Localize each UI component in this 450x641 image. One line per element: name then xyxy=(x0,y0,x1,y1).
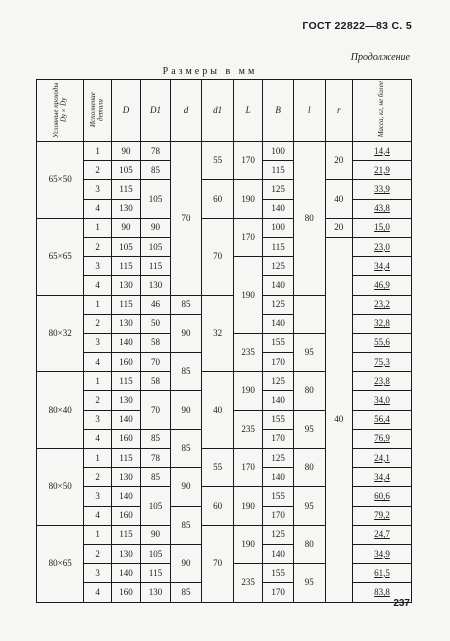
cell-L: 190 xyxy=(233,525,262,563)
cell-B: 170 xyxy=(263,429,294,448)
cell-l: 95 xyxy=(293,487,325,525)
cell-L: 170 xyxy=(233,449,262,487)
cell-D: 140 xyxy=(111,410,140,429)
cell-mass: 15,0 xyxy=(352,218,411,237)
cell-D1: 90 xyxy=(141,525,170,544)
cell-D1: 58 xyxy=(141,333,170,352)
cell-d1: 60 xyxy=(202,487,234,525)
col-L: L xyxy=(233,80,262,142)
cell-D: 90 xyxy=(111,218,140,237)
cell-D1: 90 xyxy=(141,218,170,237)
cell-L: 170 xyxy=(233,218,262,256)
cell-l: 80 xyxy=(293,142,325,296)
cell-D: 130 xyxy=(111,199,140,218)
cell-B: 155 xyxy=(263,564,294,583)
cell-D: 115 xyxy=(111,525,140,544)
cell-mass: 34,4 xyxy=(352,257,411,276)
cell-r: 40 xyxy=(325,237,352,602)
cell-exec: 3 xyxy=(84,333,111,352)
cell-r: 40 xyxy=(325,180,352,218)
cell-exec: 2 xyxy=(84,468,111,487)
group-label: 80×32 xyxy=(37,295,84,372)
cell-exec: 1 xyxy=(84,525,111,544)
col-d1: d1 xyxy=(202,80,234,142)
cell-exec: 4 xyxy=(84,506,111,525)
cell-D: 160 xyxy=(111,353,140,372)
col-D: D xyxy=(111,80,140,142)
cell-D1: 78 xyxy=(141,449,170,468)
cell-D1: 46 xyxy=(141,295,170,314)
cell-D: 130 xyxy=(111,544,140,563)
group-label: 80×40 xyxy=(37,372,84,449)
cell-exec: 1 xyxy=(84,449,111,468)
table-row xyxy=(37,180,412,199)
cell-D: 115 xyxy=(111,180,140,199)
group-label: 80×50 xyxy=(37,449,84,526)
cell-mass: 32,8 xyxy=(352,314,411,333)
cell-B: 140 xyxy=(263,314,294,333)
table-row xyxy=(37,295,412,314)
col-B: B xyxy=(263,80,294,142)
cell-D: 160 xyxy=(111,506,140,525)
cell-B: 125 xyxy=(263,180,294,199)
cell-D1: 50 xyxy=(141,314,170,333)
cell-L: 190 xyxy=(233,257,262,334)
cell-l: 95 xyxy=(293,410,325,448)
cell-D1: 58 xyxy=(141,372,170,391)
cell-r: 20 xyxy=(325,218,352,237)
cell-L: 190 xyxy=(233,180,262,218)
cell-B: 125 xyxy=(263,372,294,391)
cell-mass: 23,8 xyxy=(352,372,411,391)
cell-L: 235 xyxy=(233,333,262,371)
cell-exec: 2 xyxy=(84,391,111,410)
dimensions-table xyxy=(36,79,412,603)
cell-exec: 4 xyxy=(84,199,111,218)
cell-exec: 4 xyxy=(84,353,111,372)
table-row xyxy=(37,142,412,161)
cell-exec: 2 xyxy=(84,161,111,180)
cell-mass: 61,5 xyxy=(352,564,411,583)
cell-mass: 33,9 xyxy=(352,180,411,199)
cell-D: 115 xyxy=(111,295,140,314)
cell-mass: 55,6 xyxy=(352,333,411,352)
cell-exec: 2 xyxy=(84,544,111,563)
cell-D: 130 xyxy=(111,314,140,333)
group-label: 65×50 xyxy=(37,142,84,219)
cell-mass: 24,1 xyxy=(352,449,411,468)
cell-D: 130 xyxy=(111,391,140,410)
cell-B: 115 xyxy=(263,237,294,256)
table-header-row xyxy=(37,80,412,142)
cell-d: 90 xyxy=(170,468,202,506)
cell-mass: 23,0 xyxy=(352,237,411,256)
cell-d1: 55 xyxy=(202,142,234,180)
cell-mass: 46,9 xyxy=(352,276,411,295)
cell-mass: 56,4 xyxy=(352,410,411,429)
cell-B: 140 xyxy=(263,544,294,563)
cell-D: 130 xyxy=(111,468,140,487)
cell-exec: 2 xyxy=(84,314,111,333)
cell-B: 140 xyxy=(263,468,294,487)
cell-D: 115 xyxy=(111,449,140,468)
cell-D1: 105 xyxy=(141,544,170,563)
col-d: d xyxy=(170,80,202,142)
cell-d1: 40 xyxy=(202,372,234,449)
table-row xyxy=(37,449,412,468)
cell-l: 95 xyxy=(293,333,325,371)
cell-D: 90 xyxy=(111,142,140,161)
cell-B: 125 xyxy=(263,295,294,314)
cell-mass: 34,4 xyxy=(352,468,411,487)
cell-D1: 85 xyxy=(141,468,170,487)
cell-mass: 76,9 xyxy=(352,429,411,448)
cell-D: 160 xyxy=(111,429,140,448)
cell-D: 105 xyxy=(111,237,140,256)
cell-D: 140 xyxy=(111,333,140,352)
cell-B: 100 xyxy=(263,218,294,237)
cell-D: 105 xyxy=(111,161,140,180)
cell-d1: 55 xyxy=(202,449,234,487)
cell-exec: 3 xyxy=(84,487,111,506)
cell-mass: 34,0 xyxy=(352,391,411,410)
cell-exec: 1 xyxy=(84,218,111,237)
cell-D: 115 xyxy=(111,372,140,391)
cell-d: 90 xyxy=(170,544,202,582)
cell-exec: 4 xyxy=(84,583,111,602)
cell-B: 170 xyxy=(263,353,294,372)
cell-r: 20 xyxy=(325,142,352,180)
cell-exec: 1 xyxy=(84,295,111,314)
cell-B: 155 xyxy=(263,333,294,352)
dimensions-caption: Размеры в мм xyxy=(162,66,258,77)
cell-d: 85 xyxy=(170,506,202,544)
cell-D1: 70 xyxy=(141,353,170,372)
cell-B: 170 xyxy=(263,583,294,602)
cell-mass: 24,7 xyxy=(352,525,411,544)
table-row xyxy=(37,372,412,391)
cell-d: 85 xyxy=(170,583,202,602)
cell-B: 155 xyxy=(263,487,294,506)
cell-B: 115 xyxy=(263,161,294,180)
cell-exec: 4 xyxy=(84,429,111,448)
group-label: 65×65 xyxy=(37,218,84,295)
col-l: l xyxy=(293,80,325,142)
table-row xyxy=(37,525,412,544)
cell-mass: 83,8 xyxy=(352,583,411,602)
cell-B: 155 xyxy=(263,410,294,429)
col-D1: D1 xyxy=(141,80,170,142)
cell-D1: 85 xyxy=(141,161,170,180)
cell-d: 85 xyxy=(170,295,202,314)
cell-D1: 130 xyxy=(141,276,170,295)
table-row xyxy=(37,218,412,237)
cell-L: 170 xyxy=(233,142,262,180)
cell-exec: 3 xyxy=(84,180,111,199)
col-nominal-bores: Условные проходы Dy×Dy xyxy=(37,80,84,142)
cell-exec: 3 xyxy=(84,257,111,276)
page-number: 237 xyxy=(393,598,410,609)
cell-D1: 105 xyxy=(141,487,170,525)
cell-mass: 34,9 xyxy=(352,544,411,563)
col-execution: Исполнение детали xyxy=(84,80,111,142)
cell-B: 170 xyxy=(263,506,294,525)
cell-D: 160 xyxy=(111,583,140,602)
cell-L: 190 xyxy=(233,487,262,525)
cell-L: 190 xyxy=(233,372,262,410)
cell-mass: 23,2 xyxy=(352,295,411,314)
cell-l: 80 xyxy=(293,372,325,410)
cell-exec: 3 xyxy=(84,410,111,429)
cell-exec: 1 xyxy=(84,372,111,391)
cell-D1: 70 xyxy=(141,391,170,429)
cell-D1: 130 xyxy=(141,583,170,602)
cell-L: 235 xyxy=(233,410,262,448)
cell-l: 95 xyxy=(293,564,325,602)
cell-D: 140 xyxy=(111,564,140,583)
cell-B: 125 xyxy=(263,525,294,544)
cell-d1: 70 xyxy=(202,525,234,602)
cell-d: 85 xyxy=(170,429,202,467)
cell-d1: 70 xyxy=(202,218,234,295)
cell-exec: 3 xyxy=(84,564,111,583)
cell-d1: 60 xyxy=(202,180,234,218)
cell-l: 80 xyxy=(293,525,325,563)
cell-D: 140 xyxy=(111,487,140,506)
cell-exec: 4 xyxy=(84,276,111,295)
cell-d: 85 xyxy=(170,353,202,391)
cell-B: 100 xyxy=(263,142,294,161)
cell-D: 130 xyxy=(111,276,140,295)
table-row xyxy=(37,487,412,506)
cell-D1: 78 xyxy=(141,142,170,161)
cell-D1: 115 xyxy=(141,257,170,276)
col-r: r xyxy=(325,80,352,142)
cell-B: 125 xyxy=(263,257,294,276)
cell-D: 115 xyxy=(111,257,140,276)
cell-d: 90 xyxy=(170,391,202,429)
cell-D1: 105 xyxy=(141,237,170,256)
cell-d: 90 xyxy=(170,314,202,352)
cell-exec: 1 xyxy=(84,142,111,161)
cell-mass: 21,9 xyxy=(352,161,411,180)
cell-D1: 115 xyxy=(141,564,170,583)
cell-B: 140 xyxy=(263,276,294,295)
cell-D1: 85 xyxy=(141,429,170,448)
cell-exec: 2 xyxy=(84,237,111,256)
group-label: 80×65 xyxy=(37,525,84,602)
cell-mass: 60,6 xyxy=(352,487,411,506)
continuation-label: Продолжение xyxy=(350,52,410,63)
cell-mass: 14,4 xyxy=(352,142,411,161)
cell-d: 70 xyxy=(170,142,202,296)
cell-mass: 75,3 xyxy=(352,353,411,372)
cell-B: 125 xyxy=(263,449,294,468)
cell-mass: 79,2 xyxy=(352,506,411,525)
cell-l xyxy=(293,295,325,333)
cell-d1: 32 xyxy=(202,295,234,372)
cell-L: 235 xyxy=(233,564,262,602)
cell-B: 140 xyxy=(263,391,294,410)
cell-D1: 105 xyxy=(141,180,170,218)
cell-B: 140 xyxy=(263,199,294,218)
cell-mass: 43,8 xyxy=(352,199,411,218)
col-mass: Масса, кг, не более xyxy=(352,80,411,142)
document-header: ГОСТ 22822—83 С. 5 xyxy=(302,20,412,32)
cell-l: 80 xyxy=(293,449,325,487)
